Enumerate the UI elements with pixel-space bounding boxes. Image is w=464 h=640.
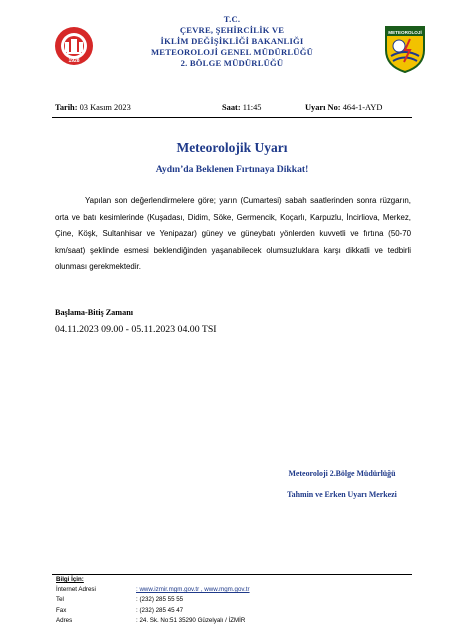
meteorology-logo	[383, 24, 427, 74]
footer-label-address: Adres	[56, 616, 73, 624]
footer-label-web: İnternet Adresi	[56, 586, 96, 594]
warning-number-field	[305, 103, 382, 112]
meteorology-logo-text: METEOROLOJİ	[388, 30, 422, 35]
contact-footer	[56, 575, 250, 626]
footer-label-fax: Fax	[56, 606, 67, 614]
footer-row-fax	[56, 606, 250, 616]
header-line-1: T.C.	[223, 14, 241, 24]
website-links[interactable]: : www.izmir.mgm.gov.tr , www.mgm.gov.tr	[136, 586, 250, 594]
footer-title: Bilgi İçin:	[56, 576, 84, 583]
header-line-3: İKLİM DEĞİŞİKLİĞİ BAKANLIĞI	[160, 36, 304, 46]
date-value: 03 Kasım 2023	[79, 103, 131, 112]
header-line-4: METEOROLOJİ GENEL MÜDÜRLÜĞÜ	[150, 47, 313, 57]
period-value: 04.11.2023 09.00 - 05.11.2023 04.00 TSI	[55, 324, 217, 335]
footer-row-web	[56, 585, 250, 595]
header-divider	[52, 117, 412, 118]
warning-number-value: 464-1-AYD	[342, 103, 383, 112]
ministry-logo-text: 1928	[68, 58, 80, 64]
date-field	[55, 103, 131, 112]
period-label: Başlama-Bitiş Zamanı	[55, 308, 134, 317]
time-value: 11:45	[242, 103, 262, 112]
postal-address: : 24. Sk. No:51 35290 Güzelyalı / İZMİR	[136, 616, 246, 624]
header-line-2: ÇEVRE, ŞEHİRCİLİK VE	[179, 25, 285, 35]
signature-office: Meteoroloji 2.Bölge Müdürlüğü	[288, 469, 396, 478]
footer-label-tel: Tel	[56, 596, 64, 604]
header-line-5: 2. BÖLGE MÜDÜRLÜĞÜ	[180, 58, 284, 68]
warning-body: Yapılan son değerlendirmelere göre; yarın (Cumartesi) sabah saatlerinden sonra rüzgarın, orta ve batı kesimlerinde (Kuşadası, Didim, Söke, Germencik, Koçarlı, Karpuzlu, İncirliova, Merkez, Çine, Köşk, Sultanhisar ve Yenipazar) güney ve güneybatı yönlerden kuvvetli ve fırtına (50-70 km/saat) şeklinde esmesi beklendiğinden yaşanabilecek olumsuzluklara karşı dikkatli ve tedbirli olunması gerekmektedir.	[55, 196, 411, 272]
document-subtitle: Aydın’da Beklenen Fırtınaya Dikkat!	[155, 164, 309, 175]
footer-row-tel	[56, 595, 250, 605]
warning-number-label: Uyarı No:	[305, 103, 341, 112]
document-title: Meteorolojik Uyarı	[176, 140, 288, 155]
date-label: Tarih:	[55, 103, 78, 112]
time-label: Saat:	[222, 103, 241, 112]
time-field	[222, 103, 261, 112]
phone-number: : (232) 285 55 55	[136, 596, 184, 604]
signature-center: Tahmin ve Erken Uyarı Merkezi	[287, 490, 397, 499]
footer-row-address	[56, 616, 250, 626]
fax-number: : (232) 285 45 47	[136, 606, 184, 614]
